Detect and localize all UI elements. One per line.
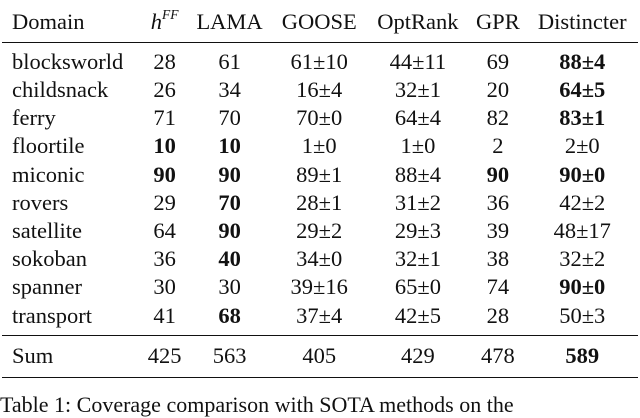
cell-goose: 39±16 bbox=[290, 274, 348, 300]
cell-domain: transport bbox=[12, 302, 92, 328]
header-domain: Domain bbox=[2, 2, 142, 43]
cell-hff: 10 bbox=[153, 133, 176, 159]
cell-goose: 89±1 bbox=[296, 161, 343, 187]
cell-gpr: 38 bbox=[486, 246, 510, 272]
cell-distincter: 48±17 bbox=[553, 217, 611, 243]
cell-goose: 28±1 bbox=[296, 189, 343, 215]
table-body bbox=[2, 43, 638, 336]
cell-optrank: 44±11 bbox=[389, 48, 447, 74]
cell-distincter: 50±3 bbox=[559, 302, 606, 328]
table-row bbox=[2, 43, 638, 77]
cell-distincter: 83±1 bbox=[559, 105, 606, 131]
table-row bbox=[2, 217, 638, 245]
cell-domain: childsnack bbox=[12, 77, 109, 103]
cell-distincter: 42±2 bbox=[559, 189, 606, 215]
table-row bbox=[2, 245, 638, 273]
cell-gpr: 74 bbox=[486, 274, 510, 300]
cell-optrank: 1±0 bbox=[400, 133, 436, 159]
cell-lama: 70 bbox=[218, 105, 241, 131]
sum-optrank: 429 bbox=[367, 335, 469, 377]
cell-optrank: 31±2 bbox=[394, 189, 441, 215]
cell-gpr: 28 bbox=[486, 302, 510, 328]
cell-hff: 41 bbox=[153, 302, 176, 328]
cell-domain: spanner bbox=[12, 274, 82, 300]
cell-optrank: 88±4 bbox=[394, 161, 441, 187]
cell-goose: 34±0 bbox=[296, 246, 343, 272]
cell-goose: 29±2 bbox=[296, 217, 343, 243]
cell-gpr: 2 bbox=[492, 133, 504, 159]
cell-domain: ferry bbox=[12, 105, 56, 131]
table-row bbox=[2, 133, 638, 161]
cell-distincter: 90±0 bbox=[559, 161, 606, 187]
cell-optrank: 32±1 bbox=[394, 77, 441, 103]
cell-goose: 1±0 bbox=[301, 133, 337, 159]
cell-distincter: 90±0 bbox=[559, 274, 606, 300]
cell-gpr: 20 bbox=[486, 77, 510, 103]
cell-lama: 90 bbox=[218, 217, 241, 243]
table-caption: Table 1: Coverage comparison with SOTA methods on the bbox=[0, 392, 514, 417]
table-row bbox=[2, 274, 638, 302]
cell-optrank: 29±3 bbox=[394, 217, 441, 243]
cell-lama: 10 bbox=[218, 133, 241, 159]
cell-optrank: 42±5 bbox=[394, 302, 441, 328]
results-table bbox=[2, 2, 638, 378]
header-goose: GOOSE bbox=[272, 2, 367, 43]
header-gpr: GPR bbox=[469, 2, 526, 43]
cell-domain: rovers bbox=[12, 189, 69, 215]
cell-hff: 71 bbox=[153, 105, 176, 131]
cell-lama: 68 bbox=[218, 302, 241, 328]
cell-domain: floortile bbox=[12, 133, 85, 159]
cell-hff: 29 bbox=[153, 189, 176, 215]
cell-lama: 90 bbox=[218, 161, 241, 187]
cell-hff: 64 bbox=[153, 217, 176, 243]
header-optrank: OptRank bbox=[367, 2, 469, 43]
cell-domain: satellite bbox=[12, 217, 82, 243]
table-row bbox=[2, 189, 638, 217]
cell-optrank: 32±1 bbox=[394, 246, 441, 272]
sum-distincter: 589 bbox=[527, 335, 638, 377]
sum-label: Sum bbox=[2, 335, 142, 377]
cell-hff: 28 bbox=[153, 48, 176, 74]
table-row bbox=[2, 104, 638, 132]
cell-optrank: 64±4 bbox=[394, 105, 441, 131]
cell-domain: miconic bbox=[12, 161, 85, 187]
header-hff-base: h bbox=[150, 8, 163, 34]
cell-lama: 61 bbox=[218, 48, 241, 74]
cell-lama: 34 bbox=[218, 77, 241, 103]
cell-optrank: 65±0 bbox=[394, 274, 441, 300]
results-table-container bbox=[2, 2, 638, 378]
sum-gpr: 478 bbox=[469, 335, 526, 377]
table-row bbox=[2, 302, 638, 336]
sum-goose: 405 bbox=[272, 335, 367, 377]
cell-hff: 36 bbox=[153, 246, 176, 272]
cell-distincter: 64±5 bbox=[559, 77, 606, 103]
cell-gpr: 39 bbox=[486, 217, 510, 243]
cell-lama: 40 bbox=[218, 246, 241, 272]
cell-hff: 26 bbox=[153, 77, 176, 103]
cell-distincter: 88±4 bbox=[559, 48, 606, 74]
header-row bbox=[2, 2, 638, 43]
header-hff-superscript: FF bbox=[162, 6, 179, 22]
header-hff bbox=[142, 2, 187, 43]
cell-gpr: 36 bbox=[486, 189, 510, 215]
cell-hff: 90 bbox=[153, 161, 176, 187]
cell-lama: 30 bbox=[218, 274, 241, 300]
cell-gpr: 82 bbox=[486, 105, 510, 131]
cell-goose: 37±4 bbox=[296, 302, 343, 328]
header-lama: LAMA bbox=[187, 2, 271, 43]
cell-goose: 70±0 bbox=[296, 105, 343, 131]
cell-lama: 70 bbox=[218, 189, 241, 215]
sum-row bbox=[2, 335, 638, 377]
cell-domain: blocksworld bbox=[12, 48, 124, 74]
cell-gpr: 90 bbox=[486, 161, 510, 187]
cell-domain: sokoban bbox=[12, 246, 87, 272]
cell-hff: 30 bbox=[153, 274, 176, 300]
cell-distincter: 32±2 bbox=[559, 246, 606, 272]
cell-goose: 61±10 bbox=[290, 48, 348, 74]
header-distincter: Distincter bbox=[527, 2, 638, 43]
table-row bbox=[2, 76, 638, 104]
cell-gpr: 69 bbox=[486, 48, 510, 74]
cell-goose: 16±4 bbox=[296, 77, 343, 103]
cell-distincter: 2±0 bbox=[564, 133, 600, 159]
sum-lama: 563 bbox=[187, 335, 271, 377]
sum-hff: 425 bbox=[142, 335, 187, 377]
table-row bbox=[2, 161, 638, 189]
